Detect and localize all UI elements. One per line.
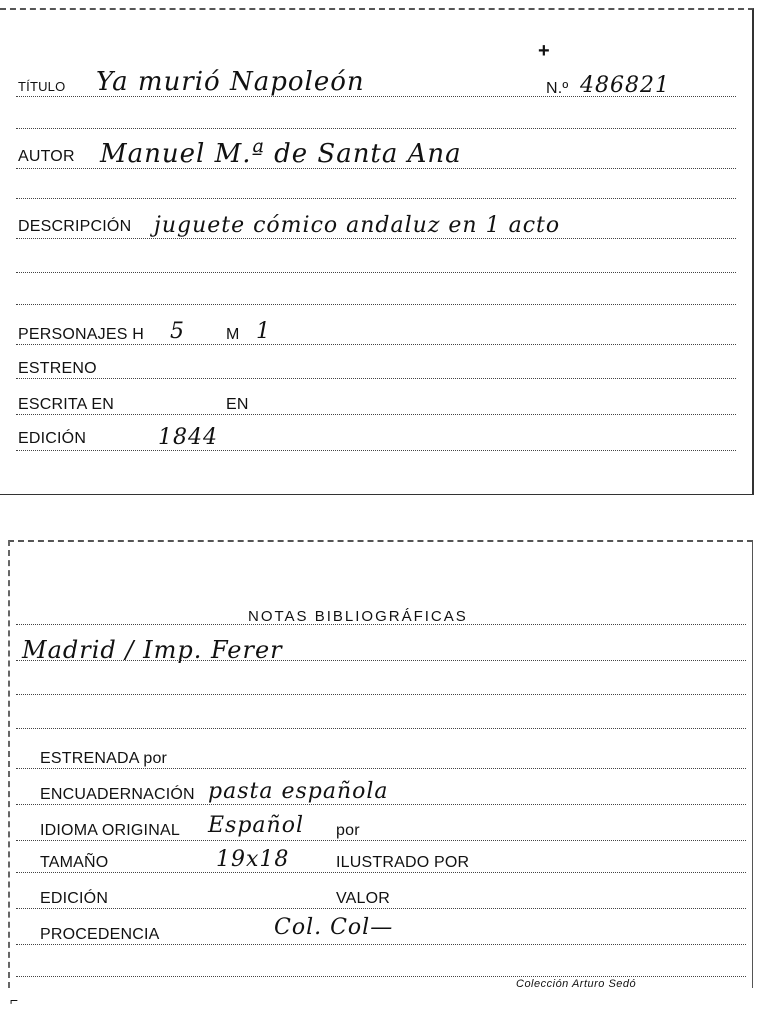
rule-line: [16, 414, 736, 415]
tamano-label: TAMAÑO: [40, 854, 109, 871]
personajes-h-value: 5: [170, 319, 185, 344]
rule-line: [16, 168, 736, 169]
idioma-por-label: por: [336, 822, 360, 839]
autor-label: AUTOR: [18, 148, 75, 165]
rule-line: [16, 660, 746, 661]
rule-line: [16, 908, 746, 909]
tamano-value: 19x18: [216, 847, 290, 872]
valor-label: VALOR: [336, 890, 391, 907]
numero-label: N.º: [546, 80, 569, 97]
rule-line: [16, 944, 746, 945]
cross-mark-icon: +: [538, 40, 550, 62]
idioma-label: IDIOMA ORIGINAL: [40, 822, 180, 839]
corner-mark-icon: ⌐: [10, 992, 19, 1008]
rule-line: [16, 976, 746, 977]
rule-line: [16, 378, 736, 379]
idioma-value: Español: [208, 813, 304, 838]
rule-line: [16, 238, 736, 239]
en-label: EN: [226, 396, 249, 413]
rule-line: [16, 872, 746, 873]
collection-footer: Colección Arturo Sedó: [516, 978, 637, 990]
estreno-label: ESTRENO: [18, 360, 97, 377]
rule-line: [16, 96, 736, 97]
rule-line: [16, 450, 736, 451]
catalog-card-main: [0, 8, 754, 495]
personajes-m-label: M: [226, 326, 240, 343]
numero-value: 486821: [580, 73, 670, 98]
rule-line: [16, 840, 746, 841]
personajes-label: PERSONAJES H: [18, 326, 144, 343]
rule-line: [16, 128, 736, 129]
encuadernacion-label: ENCUADERNACIÓN: [40, 786, 195, 803]
ilustrado-label: ILUSTRADO POR: [336, 854, 470, 871]
notas-title: NOTAS BIBLIOGRÁFICAS: [248, 608, 468, 625]
procedencia-value: Col. Col—: [274, 915, 394, 940]
encuadernacion-value: pasta española: [208, 779, 389, 804]
descripcion-label: DESCRIPCIÓN: [18, 218, 132, 235]
rule-line: [16, 304, 736, 305]
autor-value: Manuel M.ª de Santa Ana: [100, 139, 462, 169]
notas-value: Madrid / Imp. Ferer: [22, 636, 283, 664]
procedencia-label: PROCEDENCIA: [40, 926, 160, 943]
titulo-label: TÍTULO: [18, 79, 66, 94]
rule-line: [16, 198, 736, 199]
rule-line: [16, 694, 746, 695]
edicion-label: EDICIÓN: [40, 890, 109, 907]
edicion-label: EDICIÓN: [18, 430, 87, 447]
catalog-card-notes: [8, 540, 753, 988]
rule-line: [16, 728, 746, 729]
rule-line: [16, 624, 746, 625]
rule-line: [16, 272, 736, 273]
rule-line: [16, 768, 746, 769]
estrenada-label: ESTRENADA por: [40, 750, 168, 767]
rule-line: [16, 344, 736, 345]
escrita-label: ESCRITA EN: [18, 396, 114, 413]
edicion-value: 1844: [158, 425, 218, 450]
rule-line: [16, 804, 746, 805]
personajes-m-value: 1: [256, 319, 271, 344]
titulo-value: Ya murió Napoleón: [96, 67, 365, 97]
descripcion-value: juguete cómico andaluz en 1 acto: [154, 213, 561, 238]
